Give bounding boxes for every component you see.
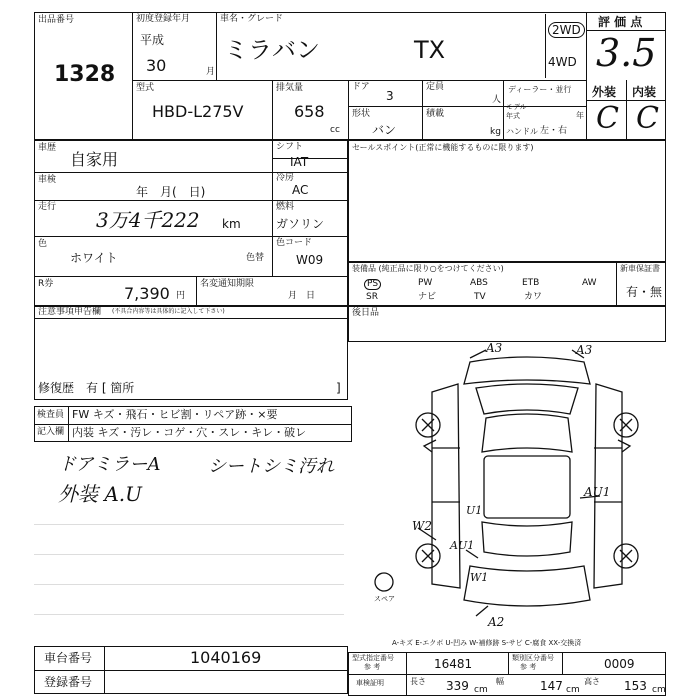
- recycle-label: R券: [38, 279, 54, 289]
- mileage: 3万4千222: [96, 208, 200, 232]
- color-label: 色: [38, 239, 48, 249]
- notice-label: 注意事項申告欄: [38, 307, 102, 317]
- load-label: 積載: [426, 109, 445, 119]
- equip-abs: ABS: [470, 278, 488, 288]
- capacity-label: 定員: [426, 82, 445, 92]
- yen-unit: 円: [176, 291, 186, 301]
- equip-leather: カワ: [524, 292, 543, 302]
- fuel: ガソリン: [276, 217, 325, 231]
- windshield-shape: [482, 414, 572, 452]
- mark-w1: W1: [470, 571, 489, 584]
- equip-etb: ETB: [522, 278, 540, 288]
- repair-close: ]: [336, 381, 341, 395]
- cc-unit: cc: [330, 125, 340, 135]
- mark-au1-left: AU1: [450, 539, 475, 552]
- hood-shape: [476, 384, 578, 414]
- doors: 3: [386, 89, 394, 103]
- color: ホワイト: [70, 251, 118, 265]
- mark-a3-right: A3: [576, 343, 593, 357]
- warranty: 有・無: [626, 285, 663, 299]
- mileage-label: 走行: [38, 202, 57, 212]
- person-unit: 人: [492, 95, 502, 105]
- reg-year: 30: [146, 56, 167, 75]
- model-year-label2: 年式: [506, 112, 520, 120]
- width: 147: [540, 679, 563, 693]
- door-label: ドア: [352, 82, 370, 92]
- drive-2wd: 2WD: [548, 22, 585, 38]
- repaint-label: 色替: [246, 253, 265, 263]
- exterior-grade: C: [596, 101, 619, 136]
- repair-label: 修復歴: [38, 381, 75, 395]
- class-sub: 参 考: [520, 663, 537, 671]
- registration-label: 登録番号: [44, 675, 93, 689]
- inspection: 年 月( 日): [136, 185, 206, 199]
- class-label: 類別区分番号: [512, 654, 554, 662]
- tax-month: 月 日: [288, 291, 316, 301]
- note-seat-stain: シートシミ汚れ: [208, 456, 334, 477]
- inspector-row-1: FW キズ・飛石・ヒビ割・リペア跡・×要: [72, 408, 278, 421]
- equip-aw: AW: [582, 278, 597, 288]
- rear-glass-shape: [482, 522, 572, 556]
- drive-4wd: 4WD: [548, 55, 577, 69]
- dims-label: 車検証明: [356, 679, 384, 687]
- note-exterior: 外装 A.U: [58, 482, 143, 506]
- spare-label: スペア: [374, 595, 395, 603]
- displacement: 658: [294, 102, 325, 121]
- grade: TX: [414, 36, 446, 64]
- km-unit: km: [222, 217, 241, 231]
- repair-value: 有 [ 箇所: [86, 381, 135, 395]
- tax-label: 名変通知期限: [200, 279, 255, 289]
- height-label: 高さ: [584, 677, 600, 686]
- interior-grade: C: [636, 101, 659, 136]
- equipment-label: 装備品 (純正品に限り○をつけてください): [352, 264, 504, 273]
- width-unit: cm: [566, 685, 580, 695]
- shape: バン: [372, 123, 397, 137]
- type-cert: 16481: [434, 657, 473, 671]
- equip-sr: SR: [366, 292, 378, 302]
- type-cert-label: 型式指定番号: [352, 654, 394, 662]
- model-year-label1: モデル: [506, 103, 527, 111]
- recycle-fee: 7,390: [124, 284, 170, 303]
- equip-pw: PW: [418, 278, 433, 288]
- inspector-label-2: 記入欄: [37, 427, 65, 437]
- handle-label: ハンドル: [506, 127, 538, 136]
- car-name-label: 車名・グレード: [220, 14, 284, 24]
- score-label: 評 価 点: [598, 15, 643, 29]
- inspector-row-2: 内装 キズ・汚レ・コゲ・穴・スレ・キレ・破レ: [72, 426, 307, 439]
- month-unit: 月: [206, 67, 216, 77]
- inspection-label: 車検: [38, 175, 57, 185]
- car-name: ミラバン: [224, 36, 320, 64]
- handle: 左・右: [540, 126, 568, 136]
- type-cert-sub: 参 考: [364, 663, 381, 671]
- roof-shape: [484, 456, 570, 518]
- era: 平成: [140, 33, 165, 47]
- shape-label: 形状: [352, 109, 371, 119]
- lot-number: 1328: [54, 62, 116, 87]
- shift: IAT: [290, 155, 309, 169]
- kg-unit: kg: [490, 127, 501, 137]
- mark-w2: W2: [412, 519, 432, 533]
- spare-tire: [375, 573, 393, 591]
- mark-u1: U1: [466, 504, 483, 517]
- left-side-shape: [432, 384, 460, 588]
- history-label: 車歴: [38, 143, 57, 153]
- model: HBD-L275V: [152, 102, 244, 121]
- equip-ps: PS: [364, 279, 381, 290]
- class-number: 0009: [604, 657, 635, 671]
- length: 339: [446, 679, 469, 693]
- interior-label: 内装: [632, 85, 657, 99]
- history: 自家用: [70, 150, 119, 169]
- after-label: 後日品: [352, 308, 380, 318]
- height: 153: [624, 679, 647, 693]
- ac: AC: [292, 183, 309, 197]
- warranty-label: 新車保証書: [620, 264, 660, 273]
- score: 3.5: [596, 31, 657, 75]
- equip-navi: ナビ: [418, 292, 437, 302]
- mark-a2: A2: [488, 615, 505, 629]
- mark-au1-right: AU1: [584, 485, 611, 499]
- equip-tv: TV: [474, 292, 486, 302]
- sales-point-label: セールスポイント(正常に機能するものに限ります): [352, 143, 534, 152]
- height-unit: cm: [652, 685, 666, 695]
- model-label: 型式: [136, 83, 155, 93]
- damage-legend: A-キズ E-エクボ U-凹み W-補修跡 S-サビ C-腐食 XX-交換済: [392, 639, 582, 647]
- year-unit: 年: [576, 111, 584, 120]
- exterior-label: 外装: [592, 85, 617, 99]
- length-unit: cm: [474, 685, 488, 695]
- ac-label: 冷房: [276, 173, 295, 183]
- notice-sub: (不具合内容等は具体的に記入して下さい): [112, 308, 225, 315]
- note-door-mirror: ドアミラーA: [58, 454, 161, 475]
- mark-a3-left: A3: [486, 341, 503, 355]
- fuel-label: 燃料: [276, 202, 295, 212]
- width-label: 幅: [496, 677, 504, 686]
- lot-label: 出品番号: [38, 15, 75, 25]
- dealer-label: ディーラー・並行: [508, 85, 572, 94]
- shift-label: シフト: [276, 142, 304, 152]
- chassis-number: 1040169: [190, 648, 262, 667]
- inspector-label-1: 検査員: [37, 410, 65, 420]
- front-bumper-shape: [464, 357, 590, 384]
- first-reg-label: 初度登録年月: [136, 14, 191, 24]
- color-code-label: 色コード: [276, 238, 313, 248]
- chassis-label: 車台番号: [44, 651, 93, 665]
- color-code: W09: [296, 253, 324, 267]
- length-label: 長さ: [410, 677, 426, 686]
- disp-label: 排気量: [276, 83, 304, 93]
